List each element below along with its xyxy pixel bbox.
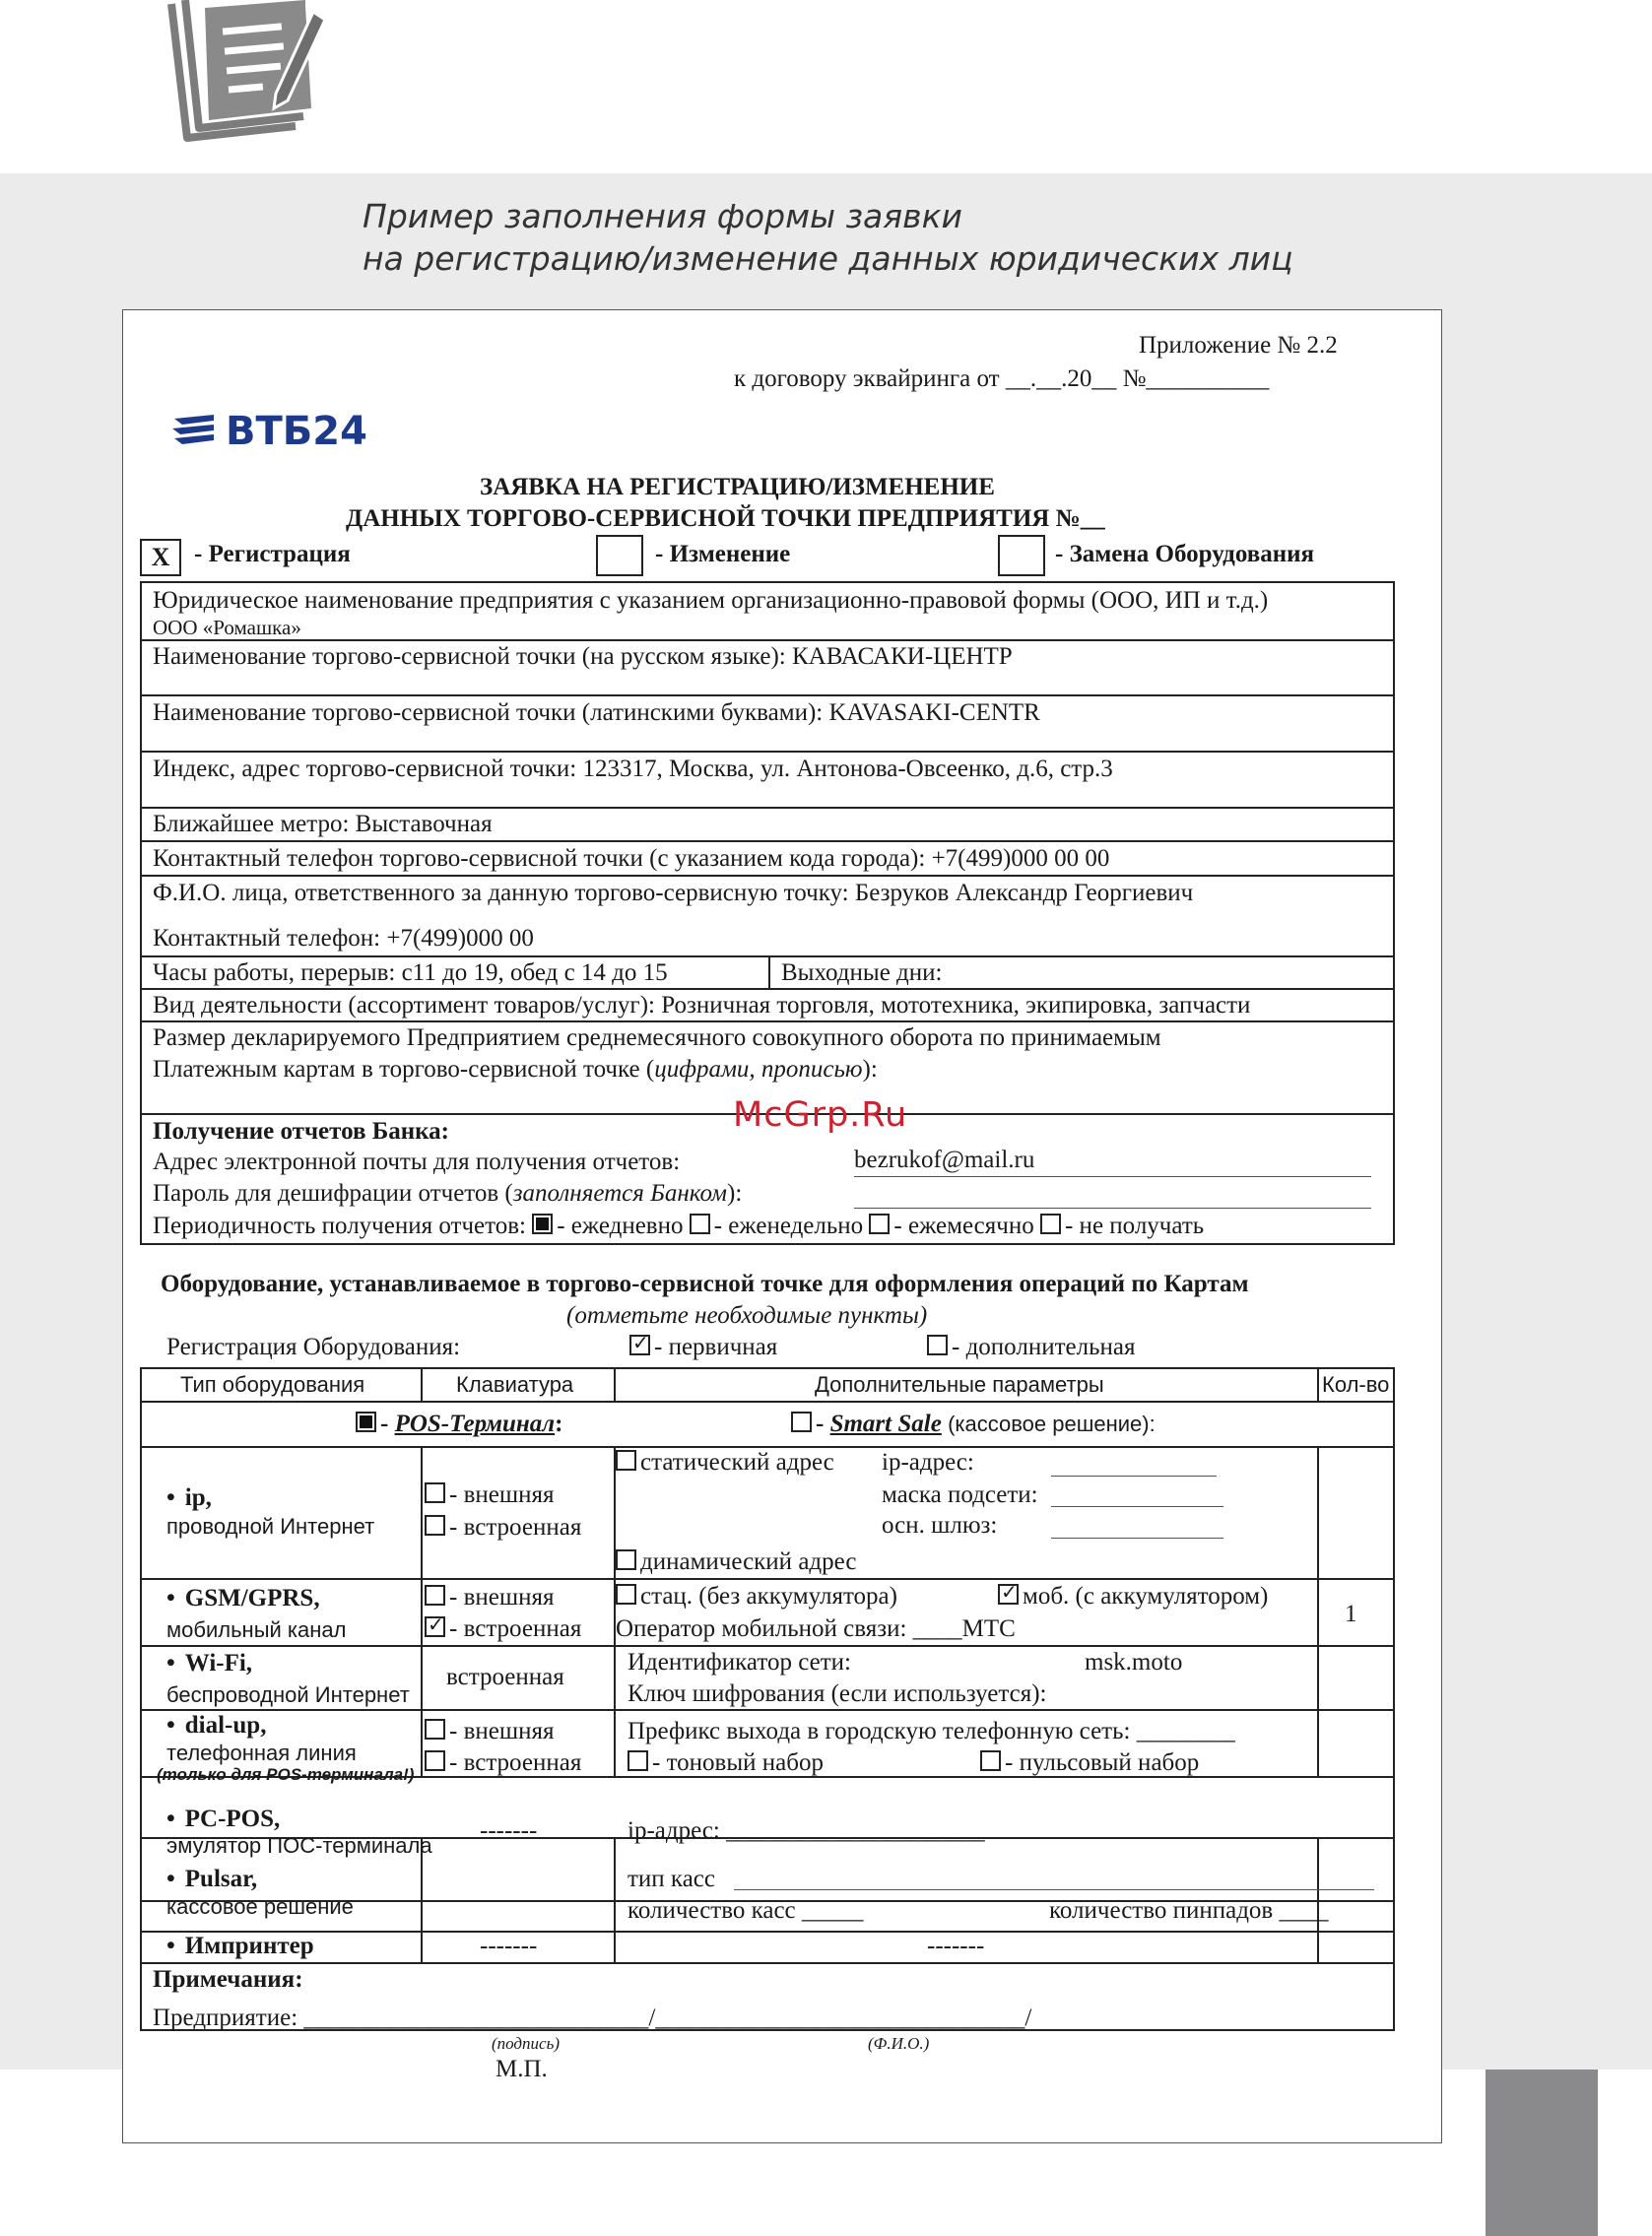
caption bbox=[363, 195, 1293, 280]
imprinter-type: • Импринтер bbox=[166, 1933, 314, 1960]
pulsar-description: кассовое решение bbox=[166, 1894, 354, 1919]
days-off: Выходные дни: bbox=[781, 959, 943, 986]
gsm-external-checkbox[interactable] bbox=[425, 1585, 445, 1606]
tone-dialing: - тоновый набор bbox=[628, 1749, 824, 1777]
gsm-internal: ✓- встроенная bbox=[425, 1615, 581, 1643]
stamp-place: М.П. bbox=[496, 2056, 548, 2082]
application-form bbox=[122, 309, 1442, 2143]
responsible-phone: Контактный телефон: +7(499)000 00 bbox=[153, 925, 534, 952]
cash-register-type: тип касс bbox=[628, 1866, 715, 1892]
dialup-external: - внешняя bbox=[425, 1718, 554, 1745]
network-id-label: Идентификатор сети: bbox=[628, 1649, 851, 1676]
responsible-person: Ф.И.О. лица, ответственного за данную торгово-сервисную точку: Безруков Александр Георгиевич bbox=[153, 880, 1194, 906]
imprinter-params: ------- bbox=[927, 1933, 985, 1959]
gsm-internal-checkbox[interactable] bbox=[425, 1616, 445, 1637]
additional-checkbox[interactable] bbox=[927, 1335, 948, 1355]
pinpad-count: количество пинпадов ____ bbox=[1049, 1897, 1329, 1924]
change-label: - Изменение bbox=[655, 541, 791, 567]
dial-prefix: Префикс выхода в городскую телефонную сеть: ________ bbox=[628, 1718, 1235, 1744]
equipment-registration-label: Регистрация Оборудования: bbox=[166, 1334, 461, 1360]
tone-checkbox[interactable] bbox=[628, 1750, 648, 1771]
dynamic-address: динамический адрес bbox=[616, 1548, 856, 1576]
subnet-mask-label: маска подсети: bbox=[882, 1481, 1038, 1508]
gsm-description: мобильный канал bbox=[166, 1617, 347, 1642]
report-period: Периодичность получения отчетов: - ежедневно - еженедельно - ежемесячно - не получать bbox=[153, 1213, 1205, 1239]
ip-description: проводной Интернет bbox=[166, 1514, 375, 1539]
registration-label: - Регистрация bbox=[194, 541, 351, 567]
equipment-subtitle: (отметьте необходимые пункты) bbox=[566, 1302, 928, 1329]
monthly-checkbox[interactable] bbox=[869, 1214, 890, 1234]
address: Индекс, адрес торгово-сервисной точки: 123317, Москва, ул. Антонова-Овсеенко, д.6, стр.3 bbox=[153, 756, 1113, 782]
smart-sale-checkbox[interactable] bbox=[791, 1412, 812, 1432]
encryption-key-label: Ключ шифрования (если используется): bbox=[628, 1680, 1047, 1707]
replacement-checkbox[interactable] bbox=[998, 535, 1045, 576]
equipment-title: Оборудование, устанавливаемое в торгово-сервисной точке для оформления операций по Картам bbox=[161, 1271, 1249, 1297]
gsm-quantity: 1 bbox=[1345, 1601, 1357, 1627]
pos-terminal-option: - POS-Терминал: bbox=[356, 1411, 562, 1438]
ip-internal: - встроенная bbox=[425, 1514, 581, 1542]
wifi-keyboard: встроенная bbox=[446, 1664, 564, 1690]
legal-name-value: ООО «Ромашка» bbox=[153, 616, 301, 639]
dynamic-address-checkbox[interactable] bbox=[616, 1549, 636, 1570]
change-checkbox[interactable] bbox=[596, 535, 643, 576]
report-email-label: Адрес электронной почты для получения отчетов: bbox=[153, 1149, 681, 1175]
vtb-logo-mark-icon bbox=[170, 413, 222, 452]
name-caption: (Ф.И.О.) bbox=[868, 2034, 930, 2053]
column-type: Тип оборудования bbox=[180, 1372, 365, 1397]
form-title-line-1: ЗАЯВКА НА РЕГИСТРАЦИЮ/ИЗМЕНЕНИЕ bbox=[480, 474, 995, 500]
legal-name-label: Юридическое наименование предприятия с указанием организационно-правовой формы (ООО, ИП и т.д.) bbox=[153, 587, 1269, 614]
column-keyboard: Клавиатура bbox=[456, 1372, 574, 1397]
gsm-type: • GSM/GPRS, bbox=[166, 1585, 320, 1612]
no-reports-checkbox[interactable] bbox=[1040, 1214, 1061, 1234]
gateway-label: осн. шлюз: bbox=[882, 1512, 998, 1539]
activity-type: Вид деятельности (ассортимент товаров/услуг): Розничная торговля, мототехника, экипировка, запчасти bbox=[153, 992, 1251, 1019]
network-id-value: msk.moto bbox=[1085, 1649, 1183, 1676]
ip-type: • ip, bbox=[166, 1484, 212, 1512]
ip-external: - внешняя bbox=[425, 1481, 554, 1509]
name-latin: Наименование торгово-сервисной точки (латинскими буквами): KAVASAKI-CENTR bbox=[153, 699, 1040, 726]
smart-sale-option: - Smart Sale (кассовое решение): bbox=[791, 1411, 1156, 1438]
pos-terminal-checkbox[interactable] bbox=[356, 1412, 376, 1432]
additional-registration: - дополнительная bbox=[927, 1334, 1135, 1361]
stationary-checkbox[interactable] bbox=[616, 1584, 636, 1605]
pcpos-type: • PC-POS, bbox=[166, 1806, 280, 1833]
pcpos-description: эмулятор ПОС-терминала bbox=[166, 1833, 432, 1858]
nearest-metro: Ближайшее метро: Выставочная bbox=[153, 811, 493, 837]
pcpos-ip: ip-адрес: _____________________ bbox=[628, 1817, 985, 1844]
dialup-note: (только для POS-терминала!) bbox=[157, 1765, 415, 1784]
wifi-type: • Wi-Fi, bbox=[166, 1650, 252, 1677]
primary-registration: ✓ - первичная bbox=[629, 1334, 777, 1361]
signature-caption: (подпись) bbox=[492, 2034, 560, 2053]
dialup-internal: - встроенная bbox=[425, 1749, 581, 1777]
replacement-label: - Замена Оборудования bbox=[1055, 541, 1315, 567]
pulse-checkbox[interactable] bbox=[980, 1750, 1001, 1771]
turnover-line-1: Размер декларируемого Предприятием среднемесячного совокупного оборота по принимаемым bbox=[153, 1024, 1161, 1051]
report-password-label: Пароль для дешифрации отчетов (заполняется Банком): bbox=[153, 1180, 743, 1207]
gsm-external: - внешняя bbox=[425, 1584, 554, 1611]
ip-external-checkbox[interactable] bbox=[425, 1482, 445, 1503]
gsm-mobile: ✓ моб. (с аккумулятором) bbox=[998, 1583, 1268, 1611]
ip-internal-checkbox[interactable] bbox=[425, 1515, 445, 1536]
gsm-stationary: стац. (без аккумулятора) bbox=[616, 1583, 897, 1611]
enterprise-signature: Предприятие: ____________________________/______________________________/ bbox=[153, 2005, 1032, 2031]
column-params: Дополнительные параметры bbox=[815, 1372, 1104, 1397]
report-email-value[interactable]: bezrukof@mail.ru bbox=[854, 1147, 1035, 1173]
mobile-operator: Оператор мобильной связи: ____МТС bbox=[616, 1615, 1016, 1642]
wifi-description: беспроводной Интернет bbox=[166, 1682, 410, 1707]
cash-register-count: количество касс _____ bbox=[628, 1897, 864, 1924]
vtb24-logo-text: ВТБ24 bbox=[226, 409, 367, 454]
turnover-line-2: Платежным картам в торгово-сервисной точке (цифрами, прописью): bbox=[153, 1056, 878, 1083]
notes-label: Примечания: bbox=[153, 1966, 303, 1993]
mobile-checkbox[interactable] bbox=[998, 1584, 1019, 1605]
appendix-number: Приложение № 2.2 bbox=[1139, 332, 1338, 359]
working-hours: Часы работы, перерыв: с11 до 19, обед с 14 до 15 bbox=[153, 959, 668, 986]
watermark: McGrp.Ru bbox=[733, 1095, 908, 1135]
pcpos-keyboard: ------- bbox=[480, 1817, 538, 1844]
name-russian: Наименование торгово-сервисной точки (на русском языке): КАВАСАКИ-ЦЕНТР bbox=[153, 643, 1013, 670]
dialup-type: • dial-up, bbox=[166, 1712, 266, 1740]
contract-reference: к договору эквайринга от __.__.20__ №__________ bbox=[734, 365, 1270, 392]
dialup-description: телефонная линия bbox=[166, 1741, 357, 1765]
dialup-internal-checkbox[interactable] bbox=[425, 1750, 445, 1771]
daily-checkbox[interactable] bbox=[532, 1214, 553, 1234]
ip-address-label: ip-адрес: bbox=[882, 1449, 974, 1476]
static-address: статический адрес bbox=[616, 1449, 834, 1477]
imprinter-keyboard: ------- bbox=[480, 1933, 538, 1959]
form-title-line-2: ДАННЫХ ТОРГОВО-СЕРВИСНОЙ ТОЧКИ ПРЕДПРИЯТИЯ №__ bbox=[346, 505, 1105, 532]
pulsar-type: • Pulsar, bbox=[166, 1866, 257, 1893]
caption-line-2: на регистрацию/изменение данных юридических лиц bbox=[363, 239, 1293, 278]
document-edit-icon bbox=[158, 0, 325, 148]
corner-block bbox=[1486, 2070, 1598, 2236]
registration-checkbox[interactable]: X bbox=[140, 539, 181, 576]
pulse-dialing: - пульсовый набор bbox=[980, 1749, 1199, 1777]
caption-line-1: Пример заполнения формы заявки bbox=[363, 197, 962, 235]
contact-phone-point: Контактный телефон торгово-сервисной точки (с указанием кода города): +7(499)000 00 00 bbox=[153, 845, 1110, 872]
primary-checkbox[interactable] bbox=[629, 1335, 650, 1355]
reports-title: Получение отчетов Банка: bbox=[153, 1118, 450, 1145]
column-quantity: Кол-во bbox=[1322, 1372, 1390, 1397]
static-address-checkbox[interactable] bbox=[616, 1450, 636, 1471]
dialup-external-checkbox[interactable] bbox=[425, 1719, 445, 1740]
weekly-checkbox[interactable] bbox=[690, 1214, 710, 1234]
